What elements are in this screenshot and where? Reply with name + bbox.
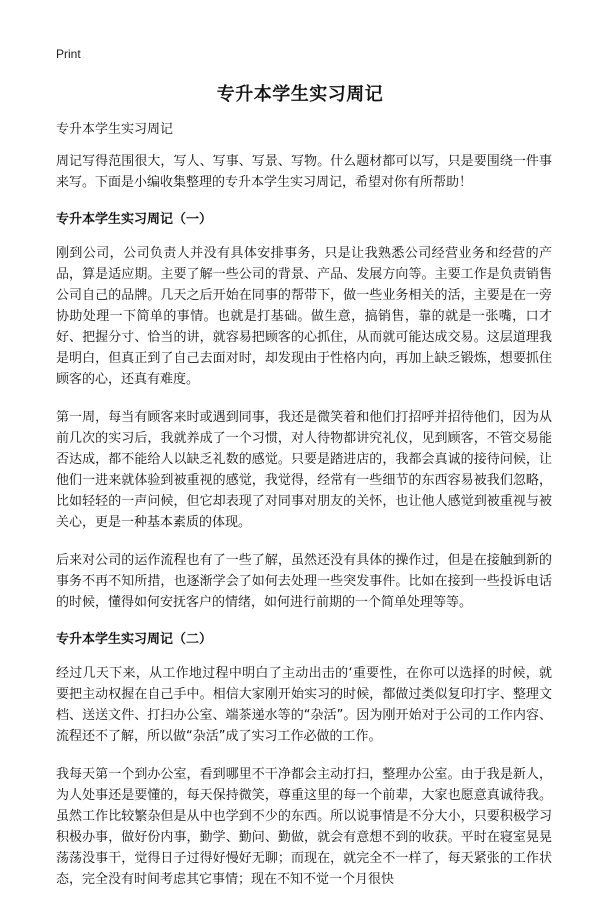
- section2-paragraph-1: 经过几天下来，从工作地过程中明白了主动出击的‘重要性，在你可以选择的时候，就要把主动权握在自己手中。相信大家刚开始实习的时候，都做过类似复印打字、整理文档、送送文件、打扫办公室、端茶递水等的“杂活”。因为刚开始对于公司的工作内容、流程还不了解，所以做“杂活”成了实习工作必做的工作。: [56, 666, 552, 744]
- section2-paragraph-2: 我每天第一个到办公室，看到哪里不干净都会主动打扫，整理办公室。由于我是新人，为人处事还是要懂的，每天保持微笑，尊重这里的每一个前辈，大家也愿意真诚待我。虽然工作比较繁杂但是从中也学到不少的东西。所以说事情是不分大小，只要积极学习积极办事，做好份内事，勤学、勤问、勤做，就会有意想不到的收获。平时在寝室晃晃荡荡没事干，觉得日子过得好慢好无聊；而现在，就完全不一样了，每天紧张的工作状态，完全没有时间考虑其它事情；现在不知不觉一个月很快: [56, 767, 552, 887]
- page-title: 专升本学生实习周记: [216, 84, 384, 105]
- section1-paragraph-2: 第一周，每当有顾客来时或遇到同事，我还是微笑着和他们打招呼并招待他们，因为从前几次的实习后，我就养成了一个习惯，对人待物都讲究礼仪，见到顾客，不管交易能否达成，都不能给人以缺乏礼数的感觉。只要是踏进店的，我都会真诚的接待问候，让他们一进来就体验到被重视的感觉，我觉得，经常有一些细节的东西容易被我们忽略，比如轻轻的一声问候，但它却表现了对同事对朋友的关怀，也让他人感觉到被重视与被关心，更是一种基本素质的体现。: [56, 410, 552, 530]
- intro-paragraph: 周记写得范围很大，写人、写事、写景、写物。什么题材都可以写，只是要围绕一件事来写。下面是小编收集整理的专升本学生实习周记，希望对你有所帮助！: [56, 154, 552, 190]
- document-body: [56, 120, 552, 907]
- section-heading-2: 专升本学生实习周记（二）: [56, 632, 213, 647]
- section-heading-1: 专升本学生实习周记（一）: [56, 212, 213, 227]
- section1-paragraph-1: 刚到公司，公司负责人并没有具体安排事务，只是让我熟悉公司经营业务和经营的产品，算是适应期。主要了解一些公司的背景、产品、发展方向等。主要工作是负责销售公司自己的品牌。几天之后开始在同事的帮带下，做一些业务相关的活，主要是在一旁协助处理一下简单的事情。也就是打基础。做生意，搞销售，靠的就是一张嘴，口才好、把握分寸、恰当的讲，就容易把顾客的心抓住，从而就可能达成交易。这层道理我是明白，但真正到了自己去面对时，却发现由于性格内向，再加上缺乏锻炼，想要抓住顾客的心，还真有难度。: [56, 246, 552, 387]
- print-link[interactable]: Print: [56, 47, 81, 61]
- document-subtitle: 专升本学生实习周记: [56, 122, 174, 137]
- section1-paragraph-3: 后来对公司的运作流程也有了一些了解，虽然还没有具体的操作过，但是在接触到新的事务不再不知所措，也逐渐学会了如何去处理一些突发事件。比如在接到一些投诉电话的时候，懂得如何安抚客户的情绪，如何进行前期的一个简单处理等等。: [56, 553, 552, 610]
